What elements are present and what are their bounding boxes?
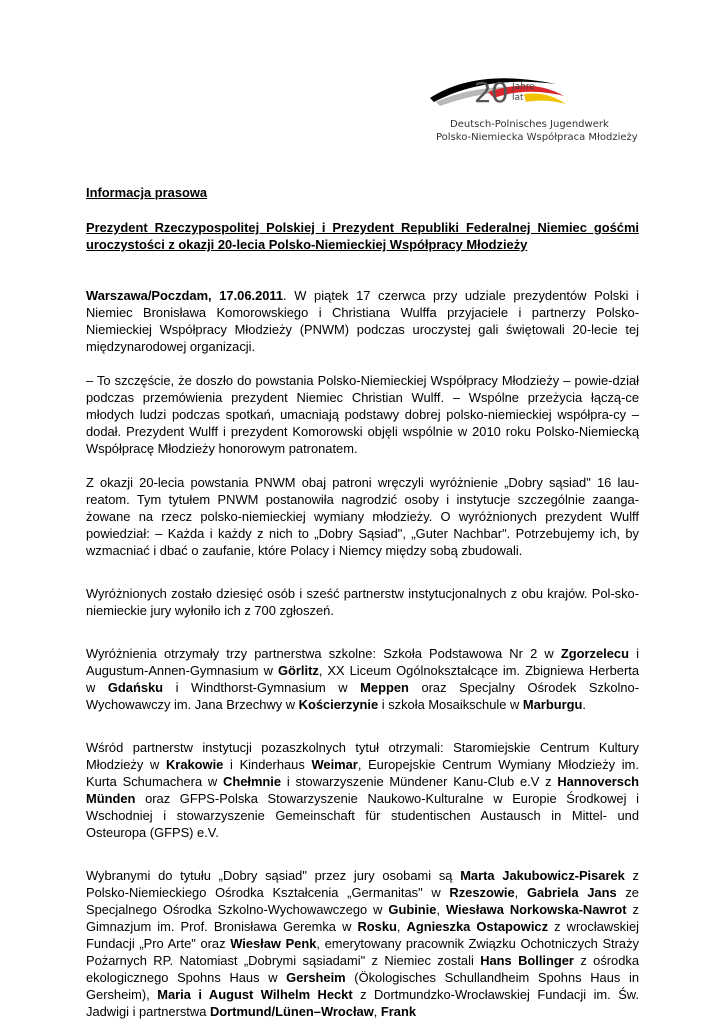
p7-bold: Wiesław Penk bbox=[230, 936, 317, 951]
p7-bold: Gabriela Jans bbox=[526, 885, 617, 900]
p5-text: i Windthorst-Gymnasium w bbox=[163, 680, 361, 695]
paragraph-7 bbox=[86, 867, 639, 1020]
dpjw-logo bbox=[428, 62, 688, 152]
doc-label: Informacja prasowa bbox=[86, 185, 208, 200]
p6-text: i Kinderhaus bbox=[223, 757, 312, 772]
p6-text: oraz GFPS-Polska Stowarzyszenie Naukowo-Kulturalne w Europie Środkowej i Wschodniej i stowarzyszenie Gemeinschaft für studentischen Austausch in Mittel- und Osteuropa (GFPS) e.V. bbox=[86, 791, 639, 840]
paragraph-5 bbox=[86, 645, 639, 713]
p7-bold: Frank bbox=[380, 1004, 416, 1019]
p5-text: i Augustum-Annen-Gymnasium w bbox=[86, 646, 639, 678]
p7-text: , bbox=[373, 1004, 381, 1019]
p6-text: Wśród partnerstw instytucji pozaszkolnych tytuł otrzymali: Staromiejskie Centrum Kultury Młodzieży w bbox=[86, 740, 639, 772]
org-name-de: Deutsch-Polnisches Jugendwerk bbox=[450, 119, 609, 130]
p7-bold: Dortmund/Lünen–Wrocław bbox=[209, 1004, 374, 1019]
press-release-body bbox=[86, 184, 639, 1020]
anniversary-number: 20 bbox=[474, 76, 508, 109]
anniversary-caption bbox=[512, 82, 535, 104]
paragraph-1-text: . W piątek 17 czerwca przy udziale prezydentów Polski i Niemiec Bronisława Komorowskiego i Christiana Wulffa przyjaciele i partnerzy Polsko-Niemieckiej Współpracy Młodzieży (PNWM) podczas uroczystej gali świętowali 20-lecie tej międzynarodowej organizacji. bbox=[86, 288, 639, 354]
paragraph-3: Z okazji 20-lecia powstania PNWM obaj patroni wręczyli wyróżnienie „Dobry sąsiad" 16 lau-reatom. Tym tytułem PNWM postanowiła nagrodzić osoby i instytucje szczególnie zaanga-żowane na rzecz polsko-niemieckiej wymiany młodzieży. O wyróżnionych prezydent Wulff powiedział: – Każda i każdy z nich to „Dobry Sąsiad", „Guter Nachbar". Potrzebujemy ich, by wzmacniać i dbać o zaufanie, które Polacy i Niemcy między sobą zbudowali. bbox=[86, 475, 639, 558]
p6-bold: Weimar bbox=[311, 757, 358, 772]
p5-text: i szkoła Mosaikschule w bbox=[378, 697, 523, 712]
p7-text: z Gimnazjum im. Prof. Bronisława Geremka w bbox=[86, 902, 639, 934]
p5-bold: Kościerzynie bbox=[298, 697, 379, 712]
p6-bold: Chełmnie bbox=[223, 774, 282, 789]
p7-text: Wybranymi do tytułu „Dobry sąsiad" przez jury osobami są bbox=[86, 868, 461, 883]
p6-bold: Krakowie bbox=[166, 757, 224, 772]
doc-headline: Prezydent Rzeczypospolitej Polskiej i Prezydent Republiki Federalnej Niemiec gośćmi uroczystości z okazji 20-lecia Polsko-Niemieckiej Współpracy Młodzieży bbox=[86, 220, 639, 252]
p7-text: z wrocławskiej Fundacji „Pro Arte" oraz bbox=[86, 919, 639, 951]
p7-text: z ośrodka ekologicznego Spohns Haus w bbox=[86, 953, 640, 985]
lat-label: lat bbox=[512, 93, 524, 103]
p5-bold: Görlitz bbox=[277, 663, 319, 678]
org-name-pl: Polsko-Niemiecka Współpraca Młodzieży bbox=[436, 132, 638, 143]
p5-bold: Zgorzelecu bbox=[560, 646, 629, 661]
p7-text: , bbox=[436, 902, 446, 917]
p7-bold: Hans Bollinger bbox=[480, 953, 574, 968]
p7-bold: Rzeszowie bbox=[449, 885, 515, 900]
p7-bold: Agnieszka Ostapowicz bbox=[406, 919, 549, 934]
paragraph-6 bbox=[86, 739, 639, 841]
p7-text: (Ökologisches Schullandheim Spohns Haus in Gersheim), bbox=[86, 970, 639, 1002]
p7-text: , emerytowany pracownik Związku Ochotniczych Straży Pożarnych RP. Natomiast „Dobrymi sąsiadami" z Niemiec zostali bbox=[86, 936, 639, 968]
paragraph-4: Wyróżnionych zostało dziesięć osób i sześć partnerstw instytucjonalnych z obu krajów. Pol-sko-niemieckie jury wyłoniło ich z 700 zgłoszeń. bbox=[86, 586, 639, 618]
p5-bold: Marburgu bbox=[522, 697, 583, 712]
p5-text: Wyróżnienia otrzymały trzy partnerstwa szkolne: Szkoła Podstawowa Nr 2 w bbox=[86, 646, 561, 661]
p7-bold: Gubinie bbox=[388, 902, 437, 917]
p5-bold: Meppen bbox=[360, 680, 409, 695]
p7-text: , bbox=[514, 885, 527, 900]
p7-text: z Dortmundzko-Wrocławskiej Fundacji im. Św. Jadwigi i partnerstwa bbox=[86, 987, 639, 1019]
p7-bold: Gersheim bbox=[286, 970, 346, 985]
p5-bold: Gdańsku bbox=[107, 680, 164, 695]
p5-text: oraz Specjalny Ośrodek Szkolno-Wychowawczy im. Jana Brzechwy w bbox=[86, 680, 639, 712]
p7-text: z Polsko-Niemieckiego Ośrodka Kształcenia „Germanitas" w bbox=[86, 868, 639, 900]
paragraph-1 bbox=[86, 287, 639, 355]
p7-bold: Rosku bbox=[357, 919, 397, 934]
p7-bold: Maria i August Wilhelm Heckt bbox=[157, 987, 353, 1002]
jahre-label: Jahre bbox=[512, 82, 535, 92]
p6-text: , Europejskie Centrum Wymiany Młodzieży im. Kurta Schumachera w bbox=[86, 757, 639, 789]
p7-text: , bbox=[396, 919, 407, 934]
p6-bold: Hannoversch Münden bbox=[86, 774, 639, 806]
org-name bbox=[436, 118, 666, 144]
p7-text: ze Specjalnego Ośrodka Szkolno-Wychowawczego w bbox=[86, 885, 639, 917]
p7-bold: Wiesława Norkowska-Nawrot bbox=[445, 902, 627, 917]
p5-text: . bbox=[582, 697, 586, 712]
paragraph-2: – To szczęście, że doszło do powstania Polsko-Niemieckiej Współpracy Młodzieży – powie-dział podczas przemówienia prezydent Niemiec Christian Wulff. – Wspólne przeżycia łączą-ce młodych ludzi podczas spotkań, umacniają podstawy dobrej polsko-niemieckiej współpra-cy – dodał. Prezydent Wulff i prezydent Komorowski objęli wspólnie w 2010 roku Polsko-Niemiecką Współpracę Młodzieży honorowym patronatem. bbox=[86, 373, 639, 456]
p7-bold: Marta Jakubowicz-Pisarek bbox=[460, 868, 625, 883]
p6-text: i stowarzyszenie Mündener Kanu-Club e.V z bbox=[281, 774, 558, 789]
p5-text: , XX Liceum Ogólnokształcące im. Zbigniewa Herberta w bbox=[86, 663, 639, 695]
dateline: Warszawa/Poczdam, 17.06.2011 bbox=[86, 288, 284, 303]
